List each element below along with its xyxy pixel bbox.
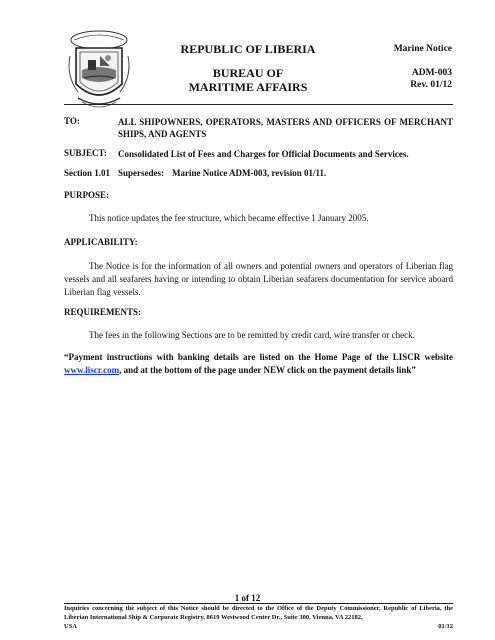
to-label: TO:	[64, 116, 80, 126]
header-title-republic: REPUBLIC OF LIBERIA	[180, 42, 316, 56]
section-value: Supersedes:	[118, 168, 165, 178]
notice-type: Marine Notice	[393, 44, 452, 54]
to-value: ALL SHIPOWNERS, OPERATORS, MASTERS AND OFFICERS OF MERCHANT SHIPS, AND AGENTS	[118, 117, 453, 139]
applicability-heading: APPLICABILITY:	[64, 237, 138, 247]
subject-value: Consolidated List of Fees and Charges for Official Documents and Services.	[118, 149, 409, 159]
header-divider	[64, 104, 453, 105]
subject-label: SUBJECT:	[64, 148, 107, 158]
payment-instructions	[64, 351, 453, 377]
purpose-text: This notice updates the fee structure, which became effective 1 January 2005.	[89, 213, 369, 223]
requirements-text: The fees in the following Sections are to be remitted by credit card, wire transfer or check.	[89, 330, 415, 340]
notice-revision: Rev. 01/12	[410, 80, 452, 90]
payment-text-part2: , and at the bottom of the page under NEW click on the payment details link”	[119, 365, 416, 375]
footer-date: 01/12	[438, 623, 453, 630]
payment-text-part1: “Payment instructions with banking details are listed on the Home Page of the LISCR website	[64, 352, 453, 362]
footer-country: USA	[64, 623, 78, 630]
requirements-heading: REQUIREMENTS:	[64, 307, 142, 317]
purpose-heading: PURPOSE:	[64, 190, 109, 200]
liberia-seal-icon	[64, 26, 134, 112]
applicability-text: The Notice is for the information of all owners and potential owners and operators of Liberian flag vessels and all seafarers having or intending to obtain Liberian seafarers documentation for service aboard Liberian flag vessels.	[64, 261, 453, 297]
footer-inquiry: Inquiries concerning the subject of this Notice should be directed to the Office of the Deputy Commissioner, Republic of Liberia, the Liberian International Ship & Corporate Registry, 8619 Westwood Center Dr., Suite 300, Vienna, VA 22182,	[64, 605, 453, 621]
notice-number: ADM-003	[411, 68, 452, 78]
header-title-bureau: BUREAU OF	[212, 66, 284, 80]
supersedes-ref: Marine Notice ADM-003, revision 01/11.	[172, 168, 327, 178]
header-title-maritime: MARITIME AFFAIRS	[188, 80, 308, 94]
section-label: Section 1.01	[64, 168, 110, 178]
liscr-website-link[interactable]: www.liscr.com	[64, 365, 120, 375]
page-number: 1 of 12	[234, 593, 261, 603]
